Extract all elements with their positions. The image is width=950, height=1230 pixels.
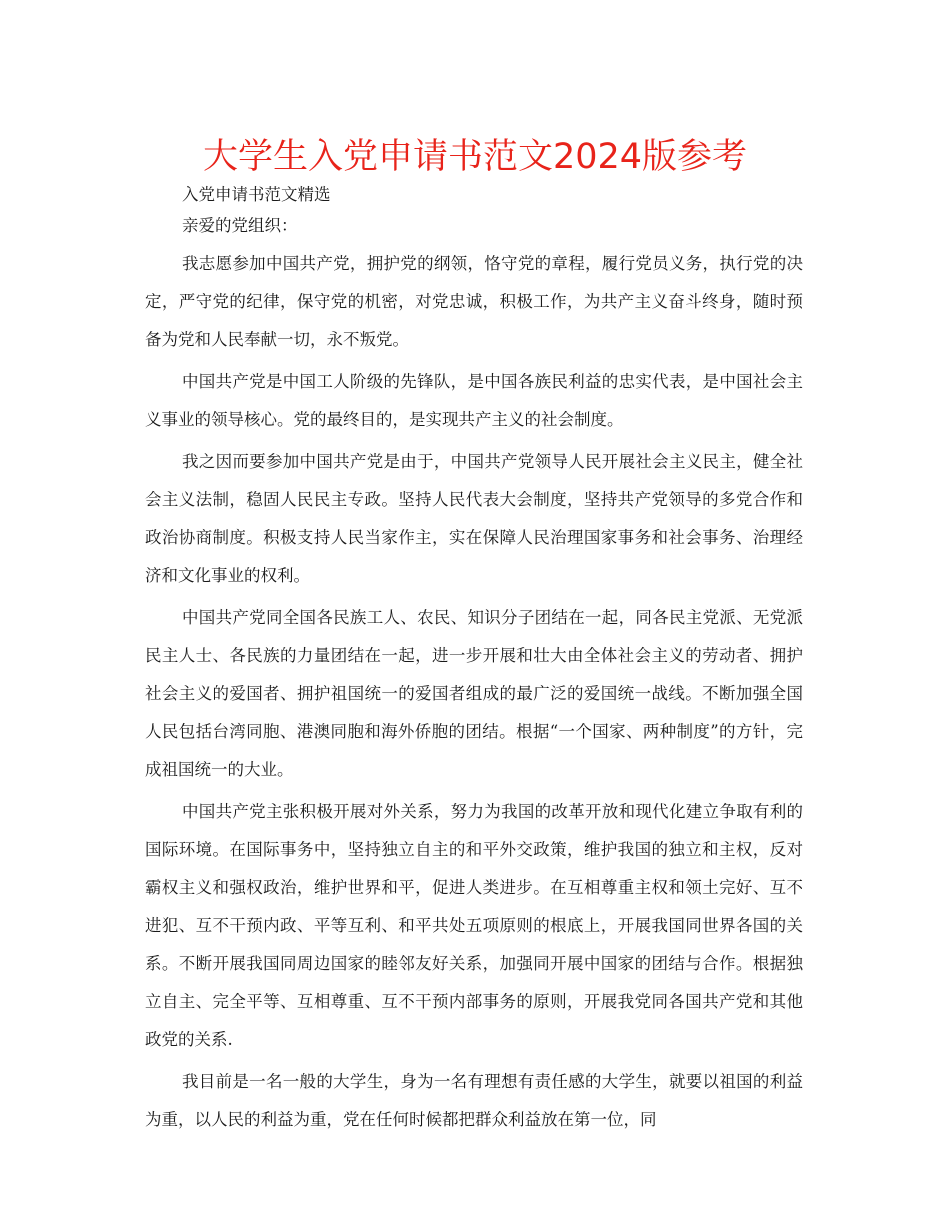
document-title: 大学生入党申请书范文2024版参考 bbox=[202, 137, 748, 177]
paragraph-3: 我之因而要参加中国共产党是由于，中国共产党领导人民开展社会主义民主，健全社会主义法制，稳固人民民主专政。坚持人民代表大会制度，坚持共产党领导的多党合作和政治协商制度。积极支持人民当家作主，实在保障人民治理国家事务和社会事务、治理经济和文化事业的权利。 bbox=[145, 452, 803, 585]
paragraph-2: 中国共产党是中国工人阶级的先锋队，是中国各族民利益的忠实代表，是中国社会主义事业的领导核心。党的最终目的，是实现共产主义的社会制度。 bbox=[145, 372, 803, 429]
paragraph-1: 我志愿参加中国共产党，拥护党的纲领，恪守党的章程，履行党员义务，执行党的决定，严守党的纪律，保守党的机密，对党忠诚，积极工作，为共产主义奋斗终身，随时预备为党和人民奉献一切，永不叛党。 bbox=[145, 254, 803, 349]
document-subtitle: 入党申请书范文精选 bbox=[182, 185, 331, 204]
document-body bbox=[145, 245, 803, 1143]
salutation: 亲爱的党组织： bbox=[182, 216, 298, 235]
paragraph-4: 中国共产党同全国各民族工人、农民、知识分子团结在一起，同各民主党派、无党派民主人士、各民族的力量团结在一起，进一步开展和壮大由全体社会主义的劳动者、拥护社会主义的爱国者、拥护祖国统一的爱国者组成的最广泛的爱国统一战线。不断加强全国人民包括台湾同胞、港澳同胞和海外侨胞的团结。根据“一个国家、两种制度”的方针，完成祖国统一的大业。 bbox=[145, 608, 803, 779]
paragraph-5: 中国共产党主张积极开展对外关系，努力为我国的改革开放和现代化建立争取有利的国际环境。在国际事务中，坚持独立自主的和平外交政策，维护我国的独立和主权，反对霸权主义和强权政治，维护世界和平，促进人类进步。在互相尊重主权和领土完好、互不进犯、互不干预内政、平等互利、和平共处五项原则的根底上，开展我国同世界各国的关系。不断开展我国同周边国家的睦邻友好关系，加强同开展中国家的团结与合作。根据独立自主、完全平等、互相尊重、互不干预内部事务的原则，开展我党同各国共产党和其他政党的关系. bbox=[145, 802, 803, 1049]
paragraph-6: 我目前是一名一般的大学生，身为一名有理想有责任感的大学生，就要以祖国的利益为重，以人民的利益为重，党在任何时候都把群众利益放在第一位，同 bbox=[145, 1072, 803, 1129]
